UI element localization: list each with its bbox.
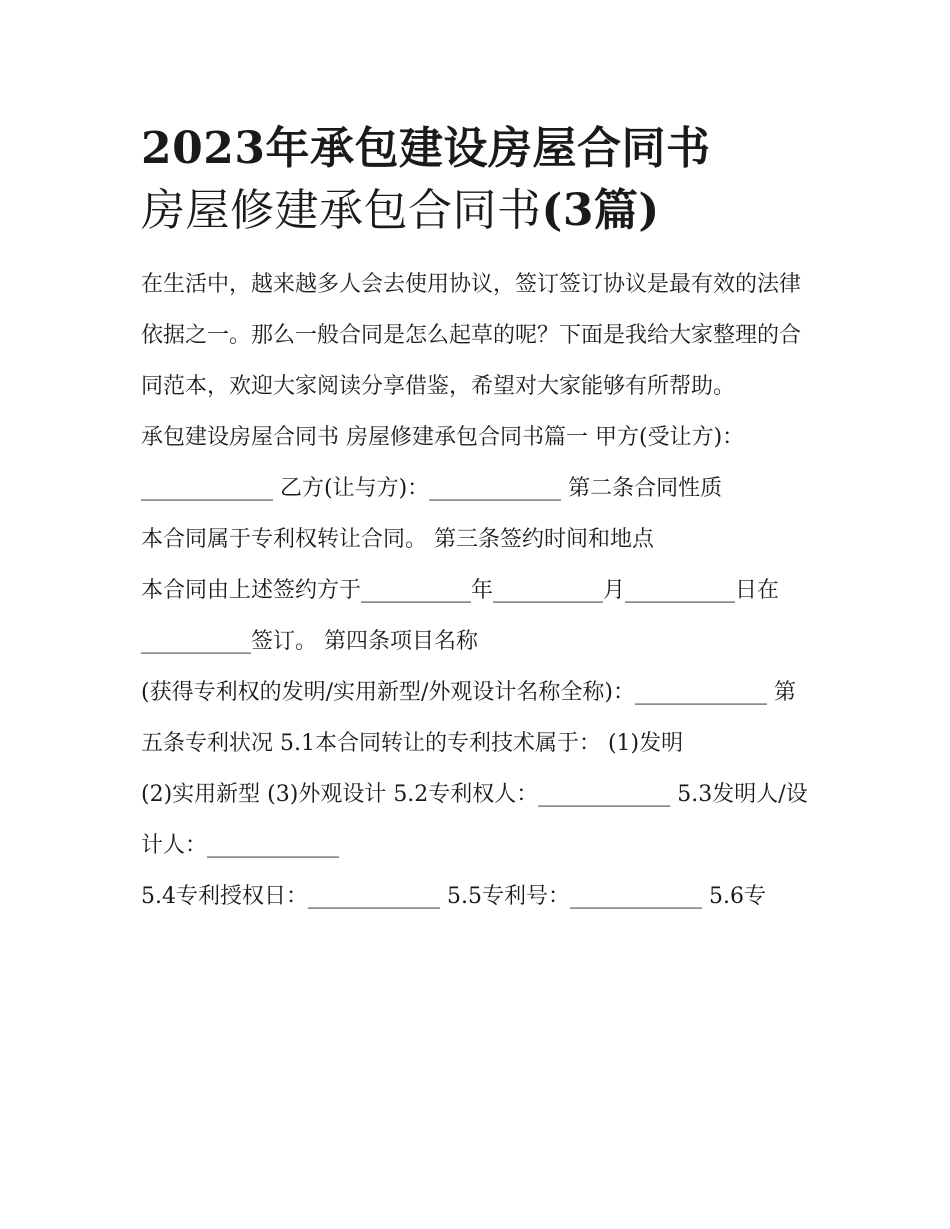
parties-paragraph: 承包建设房屋合同书 房屋修建承包合同书篇一 甲方(受让方)：____________ 乙方(让与方)：____________ 第二条合同性质: [141, 425, 745, 501]
title-line-2-count: (3篇): [541, 185, 660, 236]
signing-time-paragraph: 本合同由上述签约方于__________年__________月__________日在__________签订。 第四条项目名称: [141, 578, 780, 654]
title-line-2: [141, 180, 813, 242]
document-body: [141, 259, 813, 922]
title-line-1: 2023年承包建设房屋合同书: [141, 123, 711, 174]
patent-details-paragraph: 5.4专利授权日：____________ 5.5专利号：____________ 5.6专: [141, 884, 766, 909]
document-page: [141, 118, 813, 922]
contract-nature-paragraph: 本合同属于专利权转让合同。 第三条签约时间和地点: [141, 527, 654, 552]
document-title: [141, 118, 813, 242]
intro-paragraph: 在生活中，越来越多人会去使用协议，签订签订协议是最有效的法律依据之一。那么一般合同是怎么起草的呢？下面是我给大家整理的合同范本，欢迎大家阅读分享借鉴，希望对大家能够有所帮助。: [141, 272, 802, 399]
title-line-2-main: 房屋修建承包合同书: [141, 185, 542, 236]
project-name-paragraph: (获得专利权的发明/实用新型/外观设计名称全称)：____________ 第五条专利状况 5.1本合同转让的专利技术属于： (1)发明: [141, 680, 796, 756]
patent-type-paragraph: (2)实用新型 (3)外观设计 5.2专利权人：____________ 5.3发明人/设计人：____________: [141, 782, 808, 858]
